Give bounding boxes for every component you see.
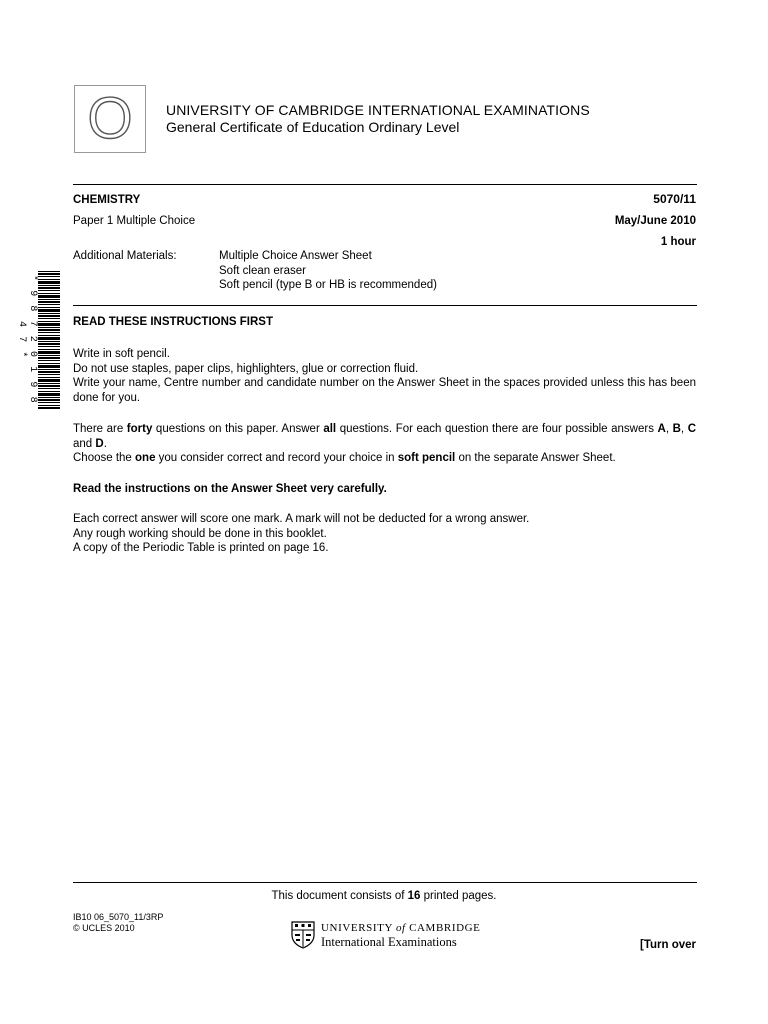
page-count-number: 16 bbox=[407, 890, 421, 902]
page-count bbox=[0, 890, 768, 902]
reference-code: IB10 06_5070_11/3RP bbox=[73, 912, 164, 922]
option-b: B bbox=[672, 423, 681, 435]
instruction-line: Write your name, Centre number and candidate number on the Answer Sheet in the spaces provided unless this has been done for you. bbox=[73, 377, 696, 404]
materials-list bbox=[219, 249, 437, 293]
ucam-name bbox=[321, 922, 480, 935]
turn-over: [Turn over bbox=[639, 939, 696, 951]
barcode bbox=[38, 271, 60, 409]
copyright: © UCLES 2010 bbox=[73, 923, 135, 933]
instruction-line: Write in soft pencil. bbox=[73, 348, 170, 360]
text-run: UNIVERSITY bbox=[321, 921, 393, 934]
instructions-block-2 bbox=[73, 422, 696, 451]
instruction-line: Do not use staples, paper clips, highlighters, glue or correction fluid. bbox=[73, 362, 419, 375]
instructions-block-5 bbox=[73, 512, 696, 556]
text-run: Choose the bbox=[73, 452, 136, 464]
material-item: Soft clean eraser bbox=[219, 264, 306, 277]
emphasis-all: all bbox=[323, 423, 337, 435]
section-rule bbox=[73, 305, 697, 306]
option-a: A bbox=[657, 423, 666, 435]
cambridge-logo bbox=[291, 921, 480, 949]
option-d: D bbox=[95, 437, 104, 450]
text-run: of bbox=[395, 921, 406, 934]
emphasis-one: one bbox=[135, 452, 156, 464]
logo-letter: O bbox=[87, 86, 133, 151]
instruction-line: Each correct answer will score one mark. A mark will not be deducted for a wrong answer. bbox=[73, 513, 530, 525]
text-run: printed pages. bbox=[420, 890, 497, 902]
paper-code: 5070/11 bbox=[653, 192, 696, 206]
text-run: questions. For each question there are four possible answers bbox=[336, 423, 658, 435]
paper-name: Paper 1 Multiple Choice bbox=[73, 215, 196, 227]
exam-level-logo bbox=[74, 85, 146, 153]
text-run: There are bbox=[73, 423, 127, 435]
text-run: . bbox=[103, 437, 107, 450]
materials-label: Additional Materials: bbox=[73, 250, 177, 262]
text-run: This document consists of bbox=[271, 890, 408, 902]
text-run: CAMBRIDGE bbox=[409, 921, 481, 934]
text-run: and bbox=[73, 437, 96, 450]
emphasis-soft-pencil: soft pencil bbox=[397, 452, 456, 464]
option-c: C bbox=[687, 423, 696, 435]
instruction-line: Any rough working should be done in this booklet. bbox=[73, 527, 327, 540]
text-run: you consider correct and record your choice in bbox=[155, 452, 398, 464]
header-rule bbox=[73, 184, 697, 185]
instructions-heading: READ THESE INSTRUCTIONS FIRST bbox=[73, 316, 273, 328]
instructions-block-3 bbox=[73, 451, 696, 466]
text-run: on the separate Answer Sheet. bbox=[455, 452, 616, 464]
answer-sheet-note: Read the instructions on the Answer Sheet very carefully. bbox=[73, 483, 387, 495]
barcode-number: * 9 8 7 2 0 1 9 8 4 7 * bbox=[16, 275, 38, 405]
instructions-block-1 bbox=[73, 347, 696, 405]
board-title: UNIVERSITY OF CAMBRIDGE INTERNATIONAL EXAMINATIONS bbox=[166, 102, 590, 118]
document-reference bbox=[73, 912, 163, 934]
ucam-subname: International Examinations bbox=[321, 934, 457, 949]
session: May/June 2010 bbox=[614, 215, 696, 227]
subject: CHEMISTRY bbox=[73, 194, 141, 206]
footer-rule bbox=[73, 882, 697, 883]
crest-icon bbox=[291, 921, 315, 949]
text-run: questions on this paper. Answer bbox=[152, 423, 324, 435]
instruction-line: A copy of the Periodic Table is printed on page 16. bbox=[73, 542, 329, 554]
material-item: Multiple Choice Answer Sheet bbox=[219, 250, 372, 262]
text-run: , bbox=[665, 423, 673, 435]
board-subtitle: General Certificate of Education Ordinary Level bbox=[166, 119, 460, 135]
text-run: , bbox=[680, 423, 688, 435]
emphasis-forty: forty bbox=[126, 423, 153, 435]
duration: 1 hour bbox=[660, 236, 696, 248]
material-item: Soft pencil (type B or HB is recommended) bbox=[219, 279, 437, 291]
